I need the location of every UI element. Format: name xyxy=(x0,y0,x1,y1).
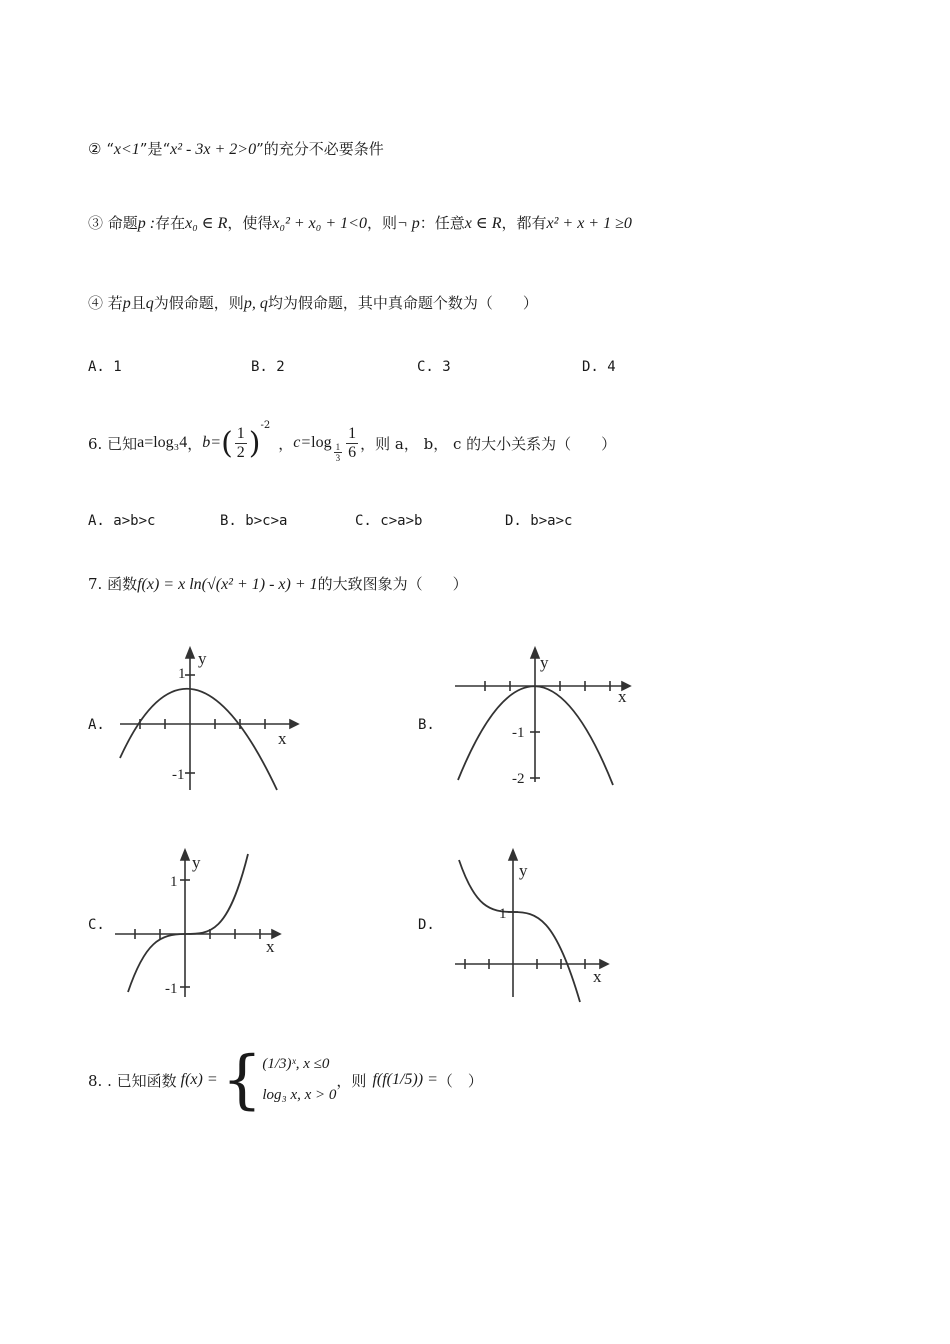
statement-4 xyxy=(88,292,538,313)
y-axis-arrow xyxy=(186,648,194,658)
question-7 xyxy=(88,573,468,594)
statement-3-p: p : xyxy=(137,215,156,232)
curve xyxy=(120,689,277,790)
q8-case-1: (1/3)ˣ, x ≤0 xyxy=(262,1056,330,1072)
q8-prefix: 8. . 已知函数 xyxy=(88,1071,177,1090)
statement-3-prefix: ③ 命题 xyxy=(88,214,138,232)
tick-label-neg2: -2 xyxy=(512,771,525,787)
statement-4-prefix: ④ 若 xyxy=(88,294,123,312)
q5-option-c[interactable]: C. 3 xyxy=(417,359,451,375)
y-axis-arrow xyxy=(531,648,539,658)
q7-option-b-label[interactable]: B. xyxy=(418,717,435,733)
statement-3-x-in-r: x ∈ R xyxy=(464,215,502,232)
statement-3-inequality-2: x² + x + 1 ≥0 xyxy=(546,215,632,232)
q7-option-c-label[interactable]: C. xyxy=(88,917,105,933)
q7-graph-a[interactable] xyxy=(110,640,310,800)
question-6: 6. 已知 a=log₃4 ， b= ( $\frac{1}{2}$ ) -2 ， c= log $\frac{1}{3}$ $\frac{1}{6}$ ，则 a， b， c 的大小关系为（ ） xyxy=(88,420,617,463)
x-axis-label: x xyxy=(278,729,287,748)
statement-4-text-1: 且 xyxy=(130,294,146,312)
question-8 xyxy=(88,1040,483,1120)
curve xyxy=(128,854,248,992)
q5-option-a[interactable]: A. 1 xyxy=(88,359,122,375)
statement-3-x0-in-r: x₀ ∈ R xyxy=(185,215,228,232)
statement-3-text-3: ，则 xyxy=(366,214,397,232)
statement-4-q: q xyxy=(145,295,154,312)
x-axis-arrow xyxy=(290,720,298,728)
q7-prefix: 7. 函数 xyxy=(88,575,138,593)
y-axis-arrow xyxy=(181,850,189,860)
q5-option-d[interactable]: D. 4 xyxy=(582,359,616,375)
q7-suffix: 的大致图象为（ ） xyxy=(317,575,468,593)
q6-prefix: 6. 已知 xyxy=(88,434,138,453)
q7-formula: f(x) = x ln(√(x² + 1) - x) + 1 xyxy=(137,576,318,593)
q6-a-definition: a=log₃4 xyxy=(137,434,188,451)
q6-c-fraction: $\frac{1}{6}$ xyxy=(348,424,357,461)
tick-label-1: 1 xyxy=(499,906,507,922)
tick-label-1: 1 xyxy=(178,666,186,682)
q5-option-b[interactable]: B. 2 xyxy=(251,359,285,375)
x-axis-label: x xyxy=(618,687,627,706)
statement-2-condition-2: x² - 3x + 2>0 xyxy=(170,141,257,158)
statement-2-mid: ”是“ xyxy=(139,140,171,158)
brace-icon: { xyxy=(221,1043,263,1117)
q6-option-a[interactable]: A. a>b>c xyxy=(88,513,156,529)
statement-2 xyxy=(88,138,384,159)
x-axis-label: x xyxy=(266,937,275,956)
q6-option-b[interactable]: B. b>c>a xyxy=(220,513,288,529)
tick-label-neg1: -1 xyxy=(172,767,185,783)
q6-b-label: b= xyxy=(202,434,222,451)
q8-piecewise xyxy=(221,1043,337,1117)
q6-option-c[interactable]: C. c>a>b xyxy=(355,513,423,529)
q6-c-base: $\frac{1}{3}$ xyxy=(335,441,341,463)
y-axis-arrow xyxy=(509,850,517,860)
statement-3-text-4: ：任意 xyxy=(419,214,465,232)
q8-expression: f(f(1/5)) = xyxy=(372,1071,438,1088)
statement-2-suffix: ”的充分不必要条件 xyxy=(256,140,384,158)
q7-graph-b[interactable] xyxy=(450,640,640,790)
q8-case-2: log₃ x, x > 0 xyxy=(262,1087,337,1103)
q8-suffix: （ ） xyxy=(437,1071,483,1090)
tick-label-neg1: -1 xyxy=(165,981,178,997)
q6-b-exponent: -2 xyxy=(260,420,271,431)
statement-3-inequality: x₀² + x₀ + 1<0 xyxy=(272,215,367,232)
statement-4-p: p xyxy=(122,295,131,312)
x-axis-label: x xyxy=(593,967,602,986)
q6-c-label: c= xyxy=(293,434,312,451)
y-axis-label: y xyxy=(540,653,549,672)
statement-3-text-2: ，使得 xyxy=(227,214,273,232)
q6-c-log: log xyxy=(311,434,332,451)
statement-3-text-1: 存在 xyxy=(155,214,186,232)
q8-function-lhs: f(x) = xyxy=(180,1071,218,1088)
statement-2-prefix: ② “ xyxy=(88,140,114,158)
q7-option-d-label[interactable]: D. xyxy=(418,917,435,933)
q7-graph-d[interactable] xyxy=(445,842,635,1007)
statement-3 xyxy=(88,212,632,233)
statement-2-condition-1: x<1 xyxy=(113,141,140,158)
curve xyxy=(459,860,580,1002)
statement-3-text-5: ，都有 xyxy=(501,214,547,232)
tick-label-1: 1 xyxy=(170,874,178,890)
q7-graph-c[interactable] xyxy=(110,842,300,1002)
y-axis-label: y xyxy=(198,649,207,668)
statement-3-neg-p: ¬ p xyxy=(396,215,420,232)
tick-label-neg1: -1 xyxy=(512,725,525,741)
q7-option-a-label[interactable]: A. xyxy=(88,717,105,733)
q8-text-1: ，则 xyxy=(336,1071,367,1090)
statement-4-text-3: 均为假命题，其中真命题个数为（ ） xyxy=(267,294,538,312)
q6-option-d[interactable]: D. b>a>c xyxy=(505,513,573,529)
y-axis-label: y xyxy=(192,853,201,872)
statement-4-pq: p, q xyxy=(243,295,268,312)
q6-b-fraction: $\frac{1}{2}$ xyxy=(236,424,245,461)
y-axis-label: y xyxy=(519,861,528,880)
q6-suffix: ，则 a， b， c 的大小关系为（ ） xyxy=(360,434,617,453)
statement-4-text-2: 为假命题，则 xyxy=(153,294,244,312)
